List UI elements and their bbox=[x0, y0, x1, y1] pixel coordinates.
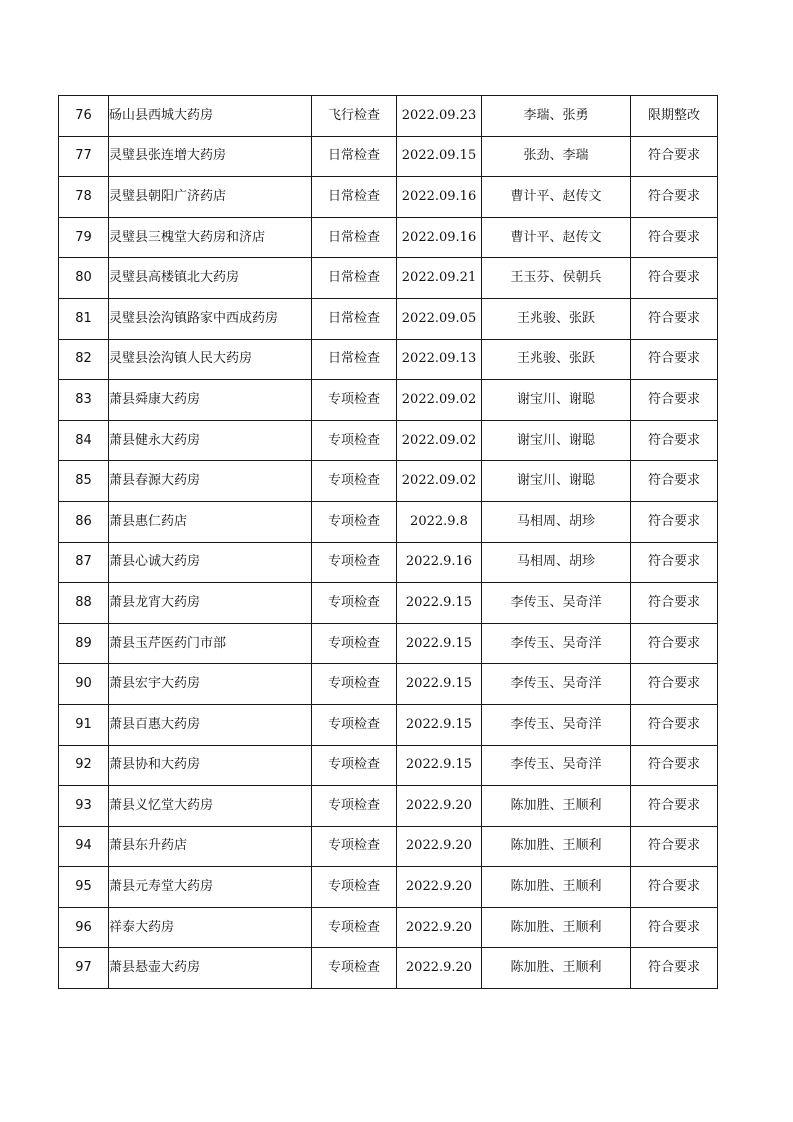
pharmacy-name-cell: 灵璧县浍沟镇人民大药房 bbox=[109, 339, 312, 380]
inspection-result-cell: 符合要求 bbox=[631, 867, 718, 908]
inspection-result-cell: 符合要求 bbox=[631, 217, 718, 258]
inspectors-cell: 张劲、李瑞 bbox=[482, 136, 631, 177]
inspection-result-cell: 符合要求 bbox=[631, 704, 718, 745]
inspection-table bbox=[58, 95, 718, 989]
table-row bbox=[59, 623, 718, 664]
row-number-cell: 91 bbox=[59, 704, 109, 745]
inspection-result-cell: 符合要求 bbox=[631, 339, 718, 380]
row-number-cell: 97 bbox=[59, 948, 109, 989]
inspection-date-cell: 2022.9.15 bbox=[397, 623, 482, 664]
inspectors-cell: 陈加胜、王顺利 bbox=[482, 948, 631, 989]
inspection-result-cell: 符合要求 bbox=[631, 826, 718, 867]
table-row bbox=[59, 298, 718, 339]
inspection-result-cell: 符合要求 bbox=[631, 177, 718, 218]
inspectors-cell: 马相周、胡珍 bbox=[482, 542, 631, 583]
pharmacy-name-cell: 灵璧县高楼镇北大药房 bbox=[109, 258, 312, 299]
pharmacy-name-cell: 萧县舜康大药房 bbox=[109, 380, 312, 421]
inspectors-cell: 曹计平、赵传文 bbox=[482, 177, 631, 218]
table-row bbox=[59, 461, 718, 502]
inspectors-cell: 王兆骏、张跃 bbox=[482, 339, 631, 380]
inspection-type-cell: 专项检查 bbox=[312, 786, 397, 827]
table-row bbox=[59, 867, 718, 908]
inspection-type-cell: 专项检查 bbox=[312, 420, 397, 461]
inspection-result-cell: 符合要求 bbox=[631, 907, 718, 948]
inspectors-cell: 马相周、胡珍 bbox=[482, 501, 631, 542]
row-number-cell: 80 bbox=[59, 258, 109, 299]
table-row bbox=[59, 258, 718, 299]
inspection-result-cell: 符合要求 bbox=[631, 745, 718, 786]
table-row bbox=[59, 907, 718, 948]
row-number-cell: 86 bbox=[59, 501, 109, 542]
inspection-result-cell: 符合要求 bbox=[631, 948, 718, 989]
inspection-type-cell: 专项检查 bbox=[312, 380, 397, 421]
inspection-date-cell: 2022.09.21 bbox=[397, 258, 482, 299]
inspection-result-cell: 符合要求 bbox=[631, 461, 718, 502]
pharmacy-name-cell: 萧县协和大药房 bbox=[109, 745, 312, 786]
inspectors-cell: 王玉芬、侯朝兵 bbox=[482, 258, 631, 299]
row-number-cell: 96 bbox=[59, 907, 109, 948]
inspection-result-cell: 符合要求 bbox=[631, 786, 718, 827]
inspection-type-cell: 专项检查 bbox=[312, 542, 397, 583]
inspection-date-cell: 2022.09.13 bbox=[397, 339, 482, 380]
row-number-cell: 87 bbox=[59, 542, 109, 583]
row-number-cell: 83 bbox=[59, 380, 109, 421]
inspectors-cell: 陈加胜、王顺利 bbox=[482, 867, 631, 908]
table-row bbox=[59, 826, 718, 867]
inspectors-cell: 陈加胜、王顺利 bbox=[482, 786, 631, 827]
inspection-date-cell: 2022.09.02 bbox=[397, 420, 482, 461]
inspection-type-cell: 日常检查 bbox=[312, 258, 397, 299]
inspection-date-cell: 2022.09.23 bbox=[397, 96, 482, 137]
inspectors-cell: 谢宝川、谢聪 bbox=[482, 461, 631, 502]
inspection-result-cell: 符合要求 bbox=[631, 623, 718, 664]
pharmacy-name-cell: 萧县义忆堂大药房 bbox=[109, 786, 312, 827]
inspection-date-cell: 2022.09.16 bbox=[397, 177, 482, 218]
pharmacy-name-cell: 萧县心诚大药房 bbox=[109, 542, 312, 583]
inspection-table-body bbox=[59, 96, 718, 989]
inspection-type-cell: 专项检查 bbox=[312, 826, 397, 867]
inspection-type-cell: 专项检查 bbox=[312, 745, 397, 786]
inspection-type-cell: 专项检查 bbox=[312, 664, 397, 705]
inspection-result-cell: 符合要求 bbox=[631, 258, 718, 299]
row-number-cell: 90 bbox=[59, 664, 109, 705]
pharmacy-name-cell: 萧县惠仁药店 bbox=[109, 501, 312, 542]
inspectors-cell: 王兆骏、张跃 bbox=[482, 298, 631, 339]
inspection-date-cell: 2022.09.16 bbox=[397, 217, 482, 258]
row-number-cell: 79 bbox=[59, 217, 109, 258]
inspection-date-cell: 2022.09.15 bbox=[397, 136, 482, 177]
inspection-type-cell: 日常检查 bbox=[312, 298, 397, 339]
inspectors-cell: 谢宝川、谢聪 bbox=[482, 380, 631, 421]
table-row bbox=[59, 704, 718, 745]
inspection-result-cell: 符合要求 bbox=[631, 420, 718, 461]
row-number-cell: 85 bbox=[59, 461, 109, 502]
inspection-date-cell: 2022.9.20 bbox=[397, 826, 482, 867]
pharmacy-name-cell: 灵璧县张连增大药房 bbox=[109, 136, 312, 177]
row-number-cell: 93 bbox=[59, 786, 109, 827]
row-number-cell: 81 bbox=[59, 298, 109, 339]
inspection-date-cell: 2022.9.15 bbox=[397, 583, 482, 624]
inspectors-cell: 李传玉、吴奇洋 bbox=[482, 664, 631, 705]
pharmacy-name-cell: 砀山县西城大药房 bbox=[109, 96, 312, 137]
inspection-date-cell: 2022.9.20 bbox=[397, 786, 482, 827]
inspectors-cell: 李瑞、张勇 bbox=[482, 96, 631, 137]
inspection-result-cell: 符合要求 bbox=[631, 136, 718, 177]
row-number-cell: 94 bbox=[59, 826, 109, 867]
table-row bbox=[59, 420, 718, 461]
inspection-date-cell: 2022.09.05 bbox=[397, 298, 482, 339]
pharmacy-name-cell: 灵璧县朝阳广济药店 bbox=[109, 177, 312, 218]
inspection-type-cell: 专项检查 bbox=[312, 461, 397, 502]
inspection-result-cell: 符合要求 bbox=[631, 542, 718, 583]
inspection-type-cell: 专项检查 bbox=[312, 501, 397, 542]
inspectors-cell: 李传玉、吴奇洋 bbox=[482, 745, 631, 786]
table-row bbox=[59, 501, 718, 542]
table-row bbox=[59, 745, 718, 786]
inspectors-cell: 谢宝川、谢聪 bbox=[482, 420, 631, 461]
row-number-cell: 92 bbox=[59, 745, 109, 786]
inspectors-cell: 陈加胜、王顺利 bbox=[482, 907, 631, 948]
inspection-date-cell: 2022.9.15 bbox=[397, 745, 482, 786]
inspection-type-cell: 日常检查 bbox=[312, 177, 397, 218]
inspection-type-cell: 日常检查 bbox=[312, 217, 397, 258]
pharmacy-name-cell: 祥泰大药房 bbox=[109, 907, 312, 948]
inspection-date-cell: 2022.9.20 bbox=[397, 867, 482, 908]
inspection-type-cell: 专项检查 bbox=[312, 867, 397, 908]
inspection-result-cell: 限期整改 bbox=[631, 96, 718, 137]
inspection-date-cell: 2022.9.15 bbox=[397, 664, 482, 705]
table-row bbox=[59, 948, 718, 989]
inspection-result-cell: 符合要求 bbox=[631, 380, 718, 421]
pharmacy-name-cell: 萧县玉芹医药门市部 bbox=[109, 623, 312, 664]
inspection-type-cell: 日常检查 bbox=[312, 136, 397, 177]
inspection-result-cell: 符合要求 bbox=[631, 298, 718, 339]
inspection-type-cell: 飞行检查 bbox=[312, 96, 397, 137]
inspection-type-cell: 专项检查 bbox=[312, 948, 397, 989]
inspection-result-cell: 符合要求 bbox=[631, 501, 718, 542]
inspectors-cell: 李传玉、吴奇洋 bbox=[482, 704, 631, 745]
pharmacy-name-cell: 萧县龙宵大药房 bbox=[109, 583, 312, 624]
pharmacy-name-cell: 灵璧县三槐堂大药房和济店 bbox=[109, 217, 312, 258]
inspection-type-cell: 专项检查 bbox=[312, 704, 397, 745]
inspectors-cell: 陈加胜、王顺利 bbox=[482, 826, 631, 867]
pharmacy-name-cell: 萧县健永大药房 bbox=[109, 420, 312, 461]
inspection-result-cell: 符合要求 bbox=[631, 583, 718, 624]
row-number-cell: 78 bbox=[59, 177, 109, 218]
pharmacy-name-cell: 萧县春源大药房 bbox=[109, 461, 312, 502]
inspection-date-cell: 2022.9.15 bbox=[397, 704, 482, 745]
inspection-type-cell: 日常检查 bbox=[312, 339, 397, 380]
table-row bbox=[59, 177, 718, 218]
pharmacy-name-cell: 萧县百惠大药房 bbox=[109, 704, 312, 745]
inspection-date-cell: 2022.9.20 bbox=[397, 907, 482, 948]
inspectors-cell: 曹计平、赵传文 bbox=[482, 217, 631, 258]
inspectors-cell: 李传玉、吴奇洋 bbox=[482, 583, 631, 624]
row-number-cell: 76 bbox=[59, 96, 109, 137]
row-number-cell: 95 bbox=[59, 867, 109, 908]
table-row bbox=[59, 339, 718, 380]
inspection-date-cell: 2022.9.8 bbox=[397, 501, 482, 542]
inspection-date-cell: 2022.9.16 bbox=[397, 542, 482, 583]
inspection-date-cell: 2022.09.02 bbox=[397, 380, 482, 421]
table-row bbox=[59, 136, 718, 177]
pharmacy-name-cell: 萧县宏宇大药房 bbox=[109, 664, 312, 705]
pharmacy-name-cell: 萧县东升药店 bbox=[109, 826, 312, 867]
table-row bbox=[59, 217, 718, 258]
inspection-date-cell: 2022.09.02 bbox=[397, 461, 482, 502]
inspectors-cell: 李传玉、吴奇洋 bbox=[482, 623, 631, 664]
row-number-cell: 89 bbox=[59, 623, 109, 664]
table-row bbox=[59, 96, 718, 137]
table-row bbox=[59, 664, 718, 705]
inspection-type-cell: 专项检查 bbox=[312, 907, 397, 948]
pharmacy-name-cell: 萧县悬壶大药房 bbox=[109, 948, 312, 989]
inspection-date-cell: 2022.9.20 bbox=[397, 948, 482, 989]
table-row bbox=[59, 542, 718, 583]
table-row bbox=[59, 380, 718, 421]
table-row bbox=[59, 583, 718, 624]
row-number-cell: 88 bbox=[59, 583, 109, 624]
table-row bbox=[59, 786, 718, 827]
row-number-cell: 84 bbox=[59, 420, 109, 461]
inspection-type-cell: 专项检查 bbox=[312, 623, 397, 664]
inspection-type-cell: 专项检查 bbox=[312, 583, 397, 624]
row-number-cell: 82 bbox=[59, 339, 109, 380]
row-number-cell: 77 bbox=[59, 136, 109, 177]
inspection-result-cell: 符合要求 bbox=[631, 664, 718, 705]
pharmacy-name-cell: 灵璧县浍沟镇路家中西成药房 bbox=[109, 298, 312, 339]
pharmacy-name-cell: 萧县元寿堂大药房 bbox=[109, 867, 312, 908]
